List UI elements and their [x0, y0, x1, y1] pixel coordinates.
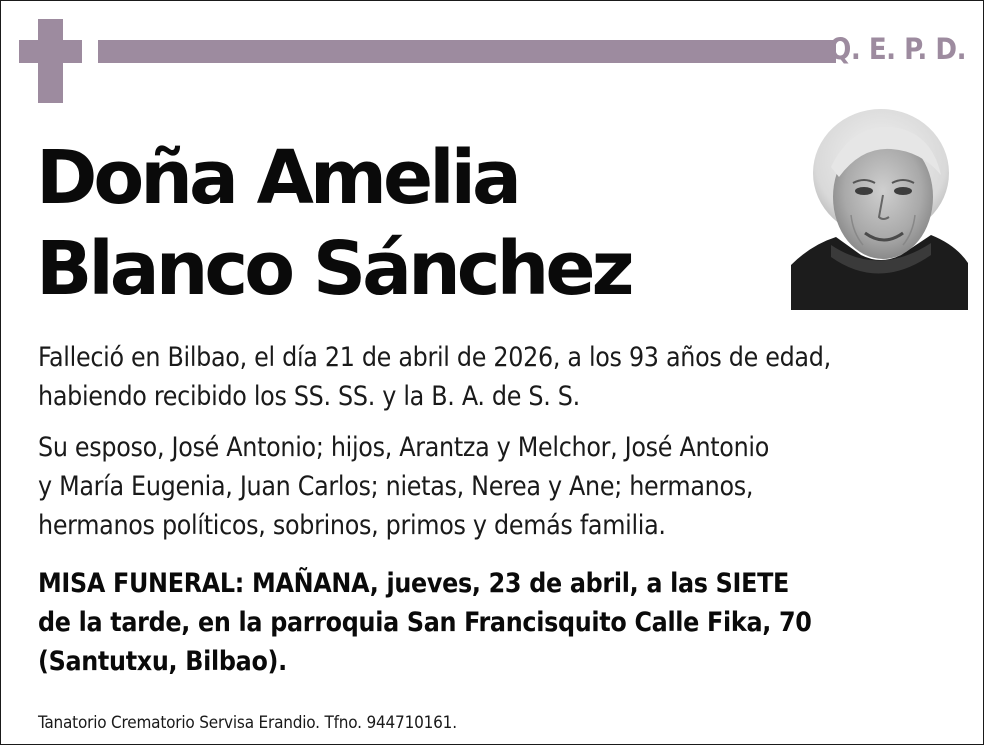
name-line-1: Doña Amelia	[36, 135, 518, 221]
paragraph-line: de la tarde, en la parroquia San Francisquito Calle Fika, 70	[38, 607, 812, 638]
paragraph-line: (Santutxu, Bilbao).	[38, 646, 287, 677]
paragraph-line: MISA FUNERAL: MAÑANA, jueves, 23 de abril, a las SIETE	[38, 568, 790, 599]
deceased-name	[36, 133, 776, 315]
portrait-photo	[791, 105, 968, 310]
header-bar	[98, 40, 836, 63]
paragraph-line: hermanos políticos, sobrinos, primos y demás familia.	[38, 510, 666, 541]
funeral-mass-paragraph	[38, 564, 968, 681]
cross-icon-bar	[19, 40, 82, 63]
portrait-icon	[791, 105, 968, 310]
name-line-2: Blanco Sánchez	[36, 226, 631, 312]
paragraph-line: y María Eugenia, Juan Carlos; nietas, Nerea y Ane; hermanos,	[38, 471, 754, 502]
paragraph-line: habiendo recibido los SS. SS. y la B. A. de S. S.	[38, 381, 580, 412]
paragraph-line: Su esposo, José Antonio; hijos, Arantza y Melchor, José Antonio	[38, 432, 770, 463]
paragraph-line: Falleció en Bilbao, el día 21 de abril de 2026, a los 93 años de edad,	[38, 342, 831, 373]
funeral-home-footer: Tanatorio Crematorio Servisa Erandio. Tfno. 944710161.	[38, 713, 457, 733]
death-notice-paragraph	[38, 338, 968, 416]
family-paragraph	[38, 428, 968, 545]
qepd-label: Q. E. P. D.	[829, 32, 966, 66]
